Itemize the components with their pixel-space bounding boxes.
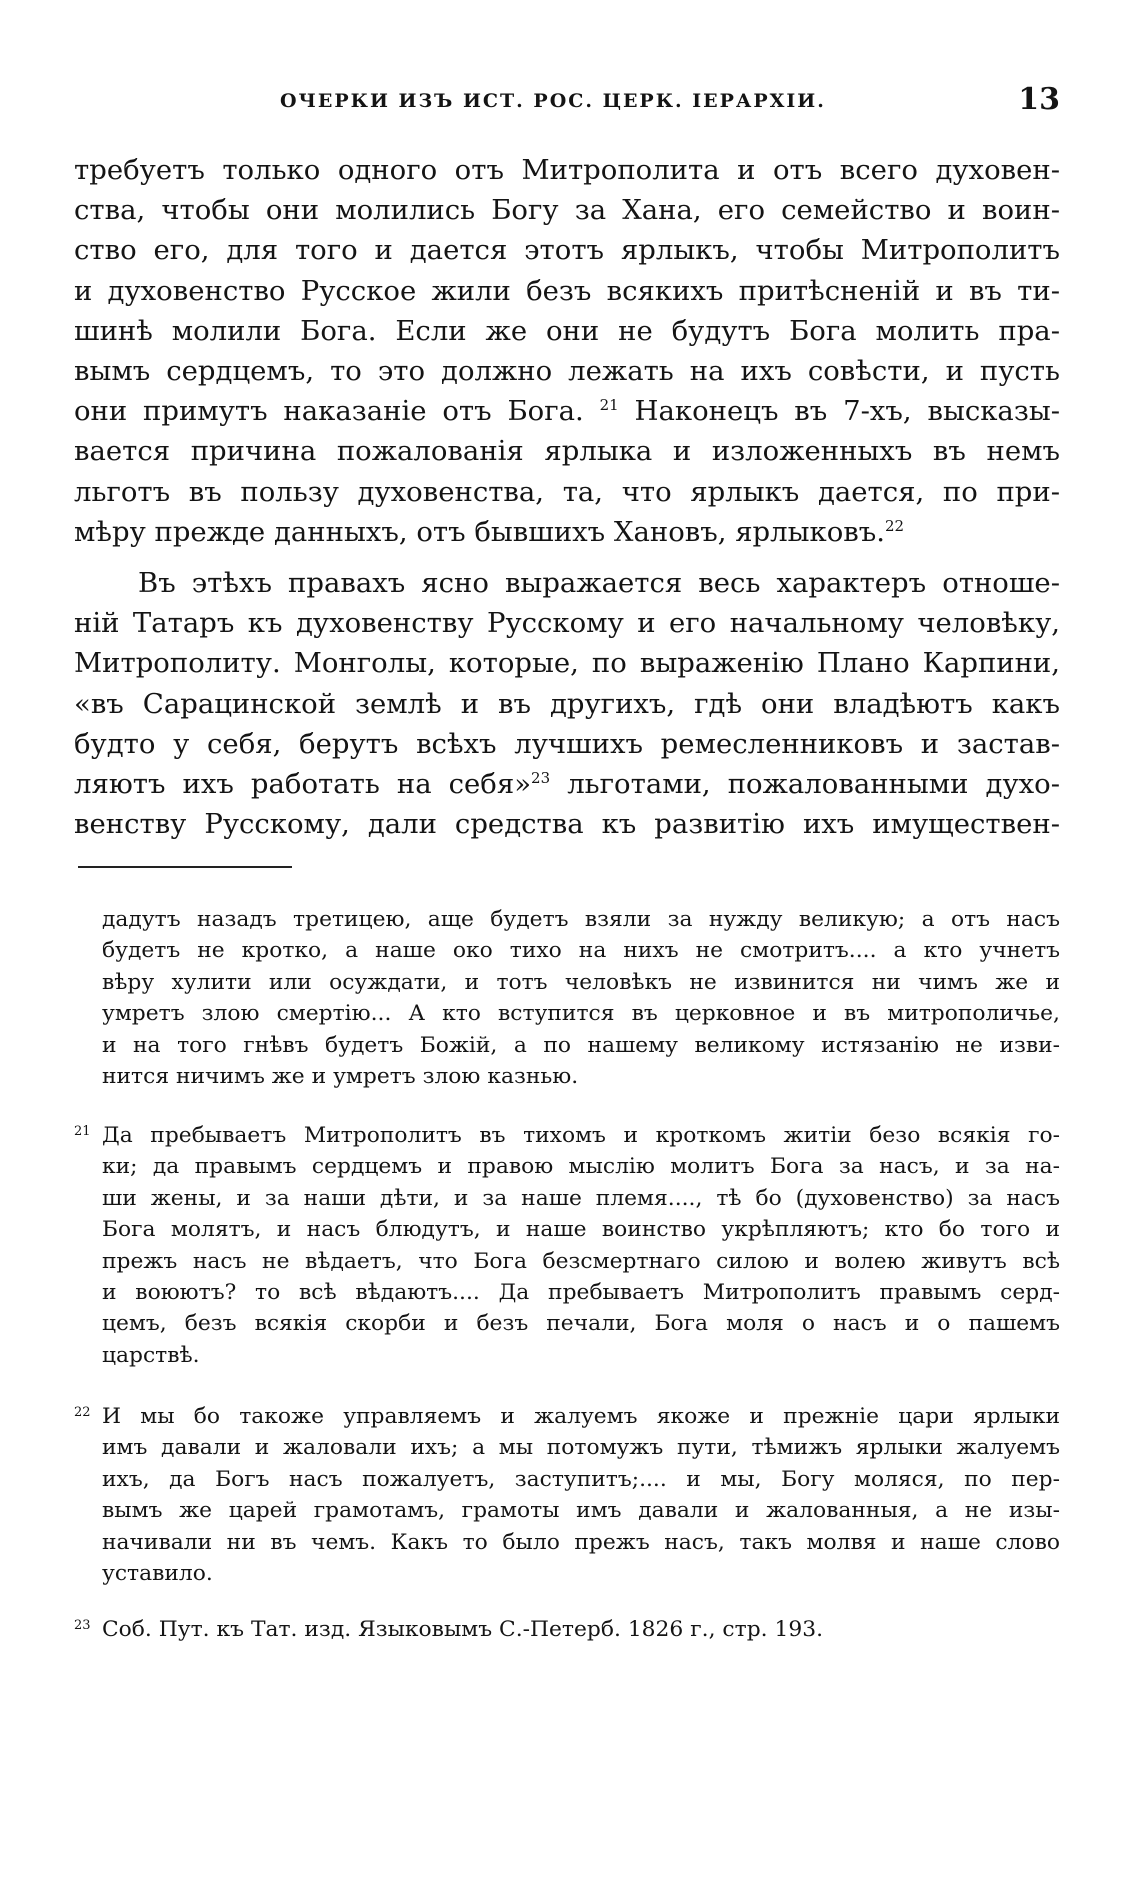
text-line: ній Татаръ къ духовенству Русскому и его начальному человѣку, xyxy=(74,607,1060,640)
footnote-divider xyxy=(78,866,292,868)
footnote-line: будетъ не кротко, а наше око тихо на нихъ не смотритъ.... а кто учнетъ xyxy=(102,938,1060,964)
footnote-line: уставило. xyxy=(102,1561,213,1587)
text-line: шинѣ молили Бога. Если же они не будутъ Бога молить пра- xyxy=(74,314,1060,347)
footnote-line: ки; да правымъ сердцемъ и правою мыслію молитъ Бога за насъ, и за на- xyxy=(102,1154,1060,1180)
footnote-line: ихъ, да Богъ насъ пожалуетъ, заступитъ;.... и мы, Богу моляся, по пер- xyxy=(102,1466,1060,1492)
text-line xyxy=(74,512,1060,552)
text-segment: мѣру прежде данныхъ, отъ бывшихъ Хановъ, ярлыковъ. xyxy=(74,515,885,548)
footnote-line: умретъ злою смертію... А кто вступится въ церковное и въ митрополичье, xyxy=(102,1001,1060,1027)
footnote-22 xyxy=(74,1401,1060,1589)
text-line: ства, чтобы они молились Богу за Хана, его семейство и воин- xyxy=(74,194,1060,227)
text-line: вается причина пожалованія ярлыка и изложенныхъ въ немъ xyxy=(74,435,1060,468)
footnote-23 xyxy=(74,1614,1060,1645)
text-line: требуетъ только одного отъ Митрополита и отъ всего духовен- xyxy=(74,154,1060,186)
text-line: Въ этѣхъ правахъ ясно выражается весь характеръ отноше- xyxy=(138,567,1060,599)
text-line xyxy=(74,764,1060,804)
footnote-line: прежъ насъ не вѣдаетъ, что Бога безсмертнаго силою и волею живутъ всѣ xyxy=(102,1248,1060,1274)
paragraph-2 xyxy=(74,563,1060,844)
text-line: ство его, для того и дается этотъ ярлыкъ, чтобы Митрополитъ xyxy=(74,234,1060,267)
text-segment: Наконецъ въ 7-хъ, высказы- xyxy=(634,395,1060,428)
paragraph-1 xyxy=(74,150,1060,552)
text-line xyxy=(74,391,1060,431)
text-segment: льготами, пожалованными духо- xyxy=(567,768,1060,801)
text-segment: они примутъ наказаніе отъ Бога. xyxy=(74,395,584,428)
footnote-ref-22[interactable]: 22 xyxy=(884,516,905,535)
book-page xyxy=(74,0,1060,1892)
footnote-line: вѣру хулити или осуждати, и тотъ человѣкъ не извинится ни чимъ же и xyxy=(102,969,1060,995)
footnote-line: и на того гнѣвъ будетъ Божій, а по нашему великому истязанію не изви- xyxy=(102,1032,1060,1058)
footnote-line: ши жены, и за наши дѣти, и за наше племя...., тѣ бо (духовенство) за насъ xyxy=(102,1185,1060,1211)
text-line: льготъ въ пользу духовенства, та, что ярлыкъ дается, по при- xyxy=(74,475,1060,508)
footnote-number: 21 xyxy=(74,1124,91,1139)
footnote-21 xyxy=(74,1120,1060,1371)
footnote-line: царствѣ. xyxy=(102,1342,200,1368)
footnote-line: нится ничимъ же и умретъ злою казнью. xyxy=(102,1064,579,1090)
text-line: Митрополиту. Монголы, которые, по выраженію Плано Карпини, xyxy=(74,647,1060,680)
footnote-line: и воюютъ? то всѣ вѣдаютъ.... Да пребываетъ Митрополитъ правымъ серд- xyxy=(102,1280,1060,1306)
footnote-line: Да пребываетъ Митрополитъ въ тихомъ и кроткомъ житіи безо всякія го- xyxy=(102,1123,1060,1148)
page-number: 13 xyxy=(1018,82,1060,117)
footnote-line: имъ давали и жаловали ихъ; а мы потомужъ пути, тѣмижъ ярлыки жалуемъ xyxy=(102,1435,1060,1461)
footnote-continuation xyxy=(74,904,1060,1092)
text-line: и духовенство Русское жили безъ всякихъ притѣсненій и въ ти- xyxy=(74,274,1060,307)
running-title: ОЧЕРКИ ИЗЪ ИСТ. РОС. ЦЕРК. ІЕРАРХІИ. xyxy=(280,90,826,112)
text-segment: ляютъ ихъ работать на себя» xyxy=(74,768,532,801)
text-line: венству Русскому, дали средства къ развитію ихъ имуществен- xyxy=(74,808,1060,841)
footnote-line: начивали ни въ чемъ. Какъ то было прежъ насъ, такъ молвя и наше слово xyxy=(102,1529,1060,1555)
text-line: будто у себя, берутъ всѣхъ лучшихъ ремесленниковъ и застав- xyxy=(74,727,1060,760)
footnote-line: И мы бо такоже управляемъ и жалуемъ якоже и прежніе цари ярлыки xyxy=(102,1404,1060,1429)
footnote-number: 23 xyxy=(74,1618,91,1633)
footnote-line: дадутъ назадъ третицею, аще будетъ взяли за нужду великую; а отъ насъ xyxy=(102,907,1060,932)
footnote-line: Соб. Пут. къ Тат. изд. Языковымъ С.-Петерб. 1826 г., стр. 193. xyxy=(102,1617,824,1642)
footnote-line: вымъ же царей грамотамъ, грамоты имъ давали и жалованныя, а не изы- xyxy=(102,1498,1060,1524)
footnote-ref-21[interactable]: 21 xyxy=(599,396,619,415)
page-header xyxy=(74,82,1060,122)
text-line: «въ Сарацинской землѣ и въ другихъ, гдѣ они владѣютъ какъ xyxy=(74,687,1060,720)
footnote-ref-23[interactable]: 23 xyxy=(531,768,551,787)
footnote-number: 22 xyxy=(74,1405,91,1420)
footnote-line: цемъ, безъ всякія скорби и безъ печали, Бога моля о насъ и о пашемъ xyxy=(102,1311,1060,1337)
footnote-line: Бога молятъ, и насъ блюдутъ, и наше воинство укрѣпляютъ; кто бо того и xyxy=(102,1217,1060,1243)
text-line: вымъ сердцемъ, то это должно лежать на ихъ совѣсти, и пусть xyxy=(74,355,1060,388)
